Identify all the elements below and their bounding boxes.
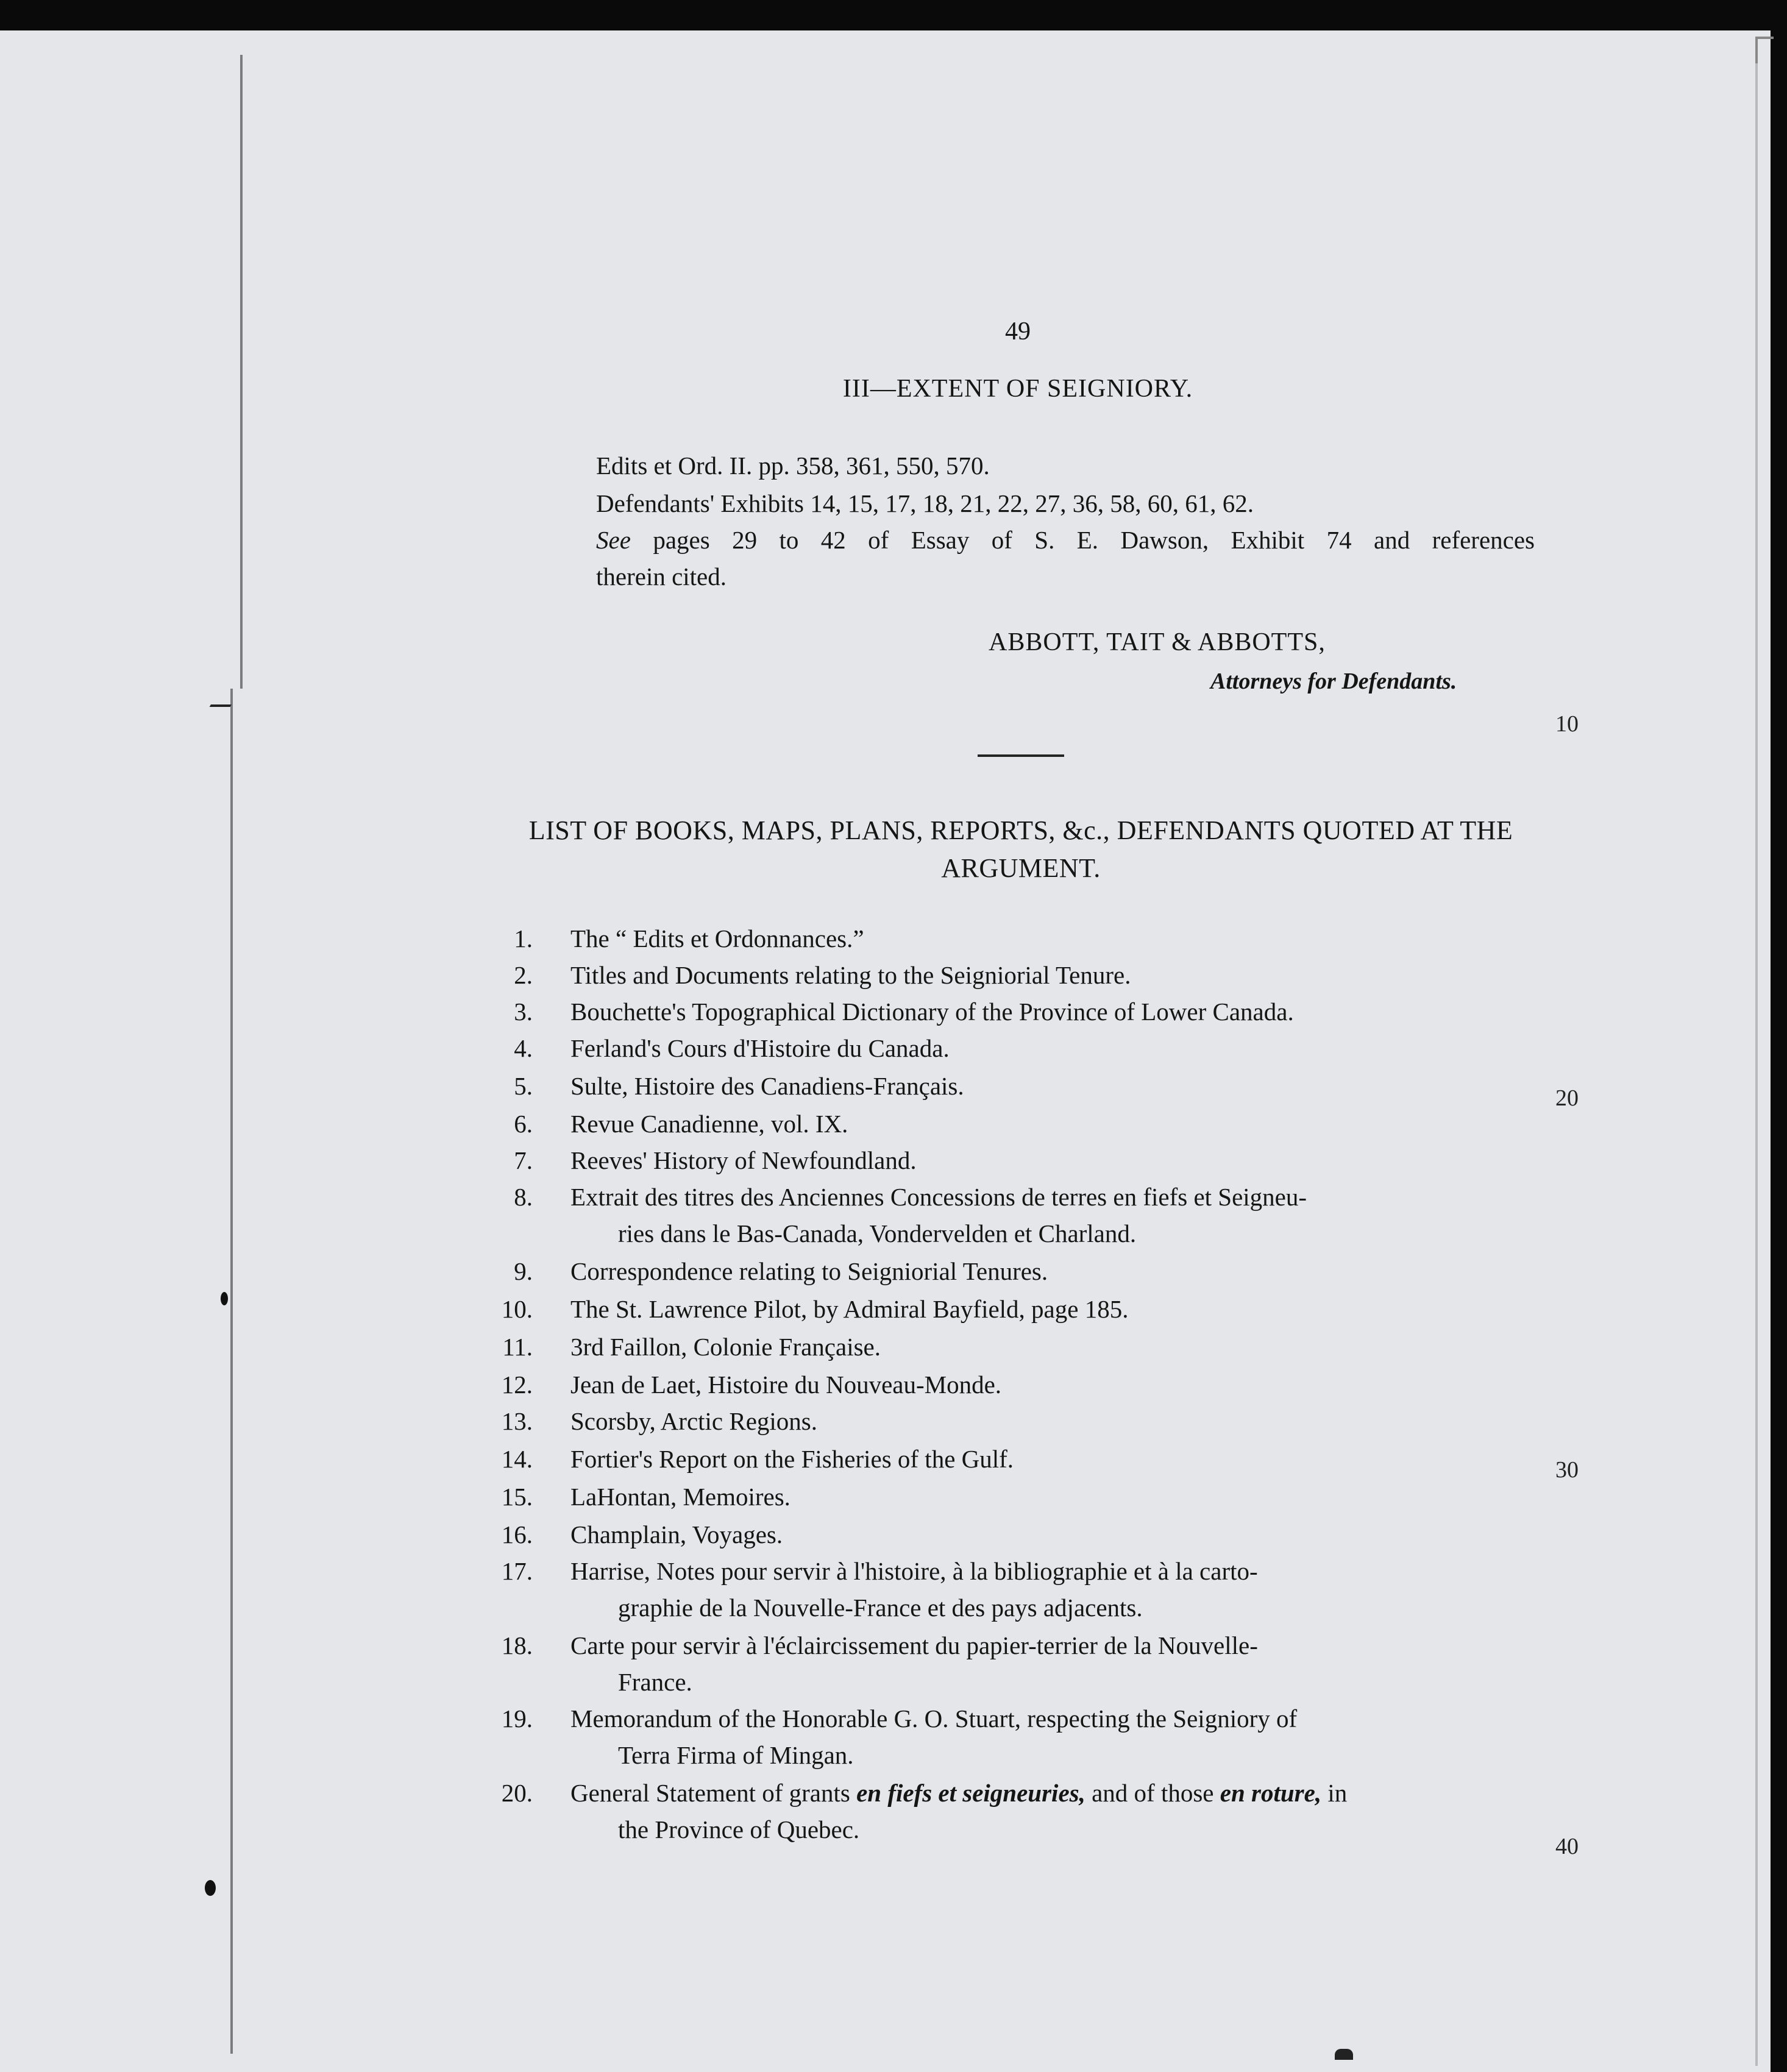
book-number: 2. <box>514 961 533 989</box>
book-number: 6. <box>514 1110 533 1138</box>
book-title-text: Titles and Documents relating to the Seigniorial Tenure. <box>570 961 1131 989</box>
book-title <box>570 1329 1536 1365</box>
book-number: 3. <box>514 998 533 1026</box>
margin-line-number: 40 <box>1555 1834 1579 1859</box>
book-title-text: Scorsby, Arctic Regions. <box>570 1407 818 1435</box>
book-title <box>570 1516 1536 1553</box>
book-number: 14. <box>501 1445 533 1473</box>
book-title-text: LaHontan, Memoires. <box>570 1483 790 1511</box>
binding-hole-mark <box>221 1292 228 1305</box>
book-title-text: Champlain, Voyages. <box>570 1520 783 1549</box>
book-title-text: Bouchette's Topographical Dictionary of the Province of Lower Canada. <box>570 998 1294 1026</box>
reference-line-text: pages 29 to 42 of Essay of S. E. Dawson, Exhibit 74 and references <box>653 526 1535 554</box>
book-title-text: Fortier's Report on the Fisheries of the Gulf. <box>570 1445 1014 1473</box>
book-number: 5. <box>514 1072 533 1100</box>
book-number: 1. <box>514 924 533 953</box>
book-title-text: Carte pour servir à l'éclaircissement du papier-terrier de la Nouvelle- <box>570 1631 1258 1659</box>
book-title-text: Jean de Laet, Histoire du Nouveau-Monde. <box>570 1371 1002 1399</box>
page-right-edge <box>1755 37 1758 2066</box>
book-title <box>570 993 1536 1030</box>
book-title <box>570 920 1536 957</box>
book-number: 18. <box>501 1631 533 1659</box>
book-title <box>570 1441 1536 1477</box>
book-title <box>570 1775 1536 1848</box>
binding-gutter-line <box>240 55 243 689</box>
book-number: 13. <box>501 1407 533 1435</box>
book-number: 12. <box>501 1371 533 1399</box>
reference-line: Defendants' Exhibits 14, 15, 17, 18, 21, 22, 27, 36, 58, 60, 61, 62. <box>596 489 1254 517</box>
section-divider <box>978 754 1064 757</box>
corner-mark <box>1755 37 1774 63</box>
book-number: 19. <box>501 1705 533 1733</box>
reference-line: therein cited. <box>596 562 727 591</box>
reference-line: Edits et Ord. II. pp. 358, 361, 550, 570. <box>596 452 990 480</box>
signature-firm: ABBOTT, TAIT & ABBOTTS, <box>989 628 1326 656</box>
book-title <box>570 957 1536 993</box>
book-title-text: 3rd Faillon, Colonie Française. <box>570 1333 881 1361</box>
book-title <box>570 1627 1536 1700</box>
book-number: 15. <box>501 1483 533 1511</box>
book-title <box>570 1478 1536 1515</box>
book-title-continuation: the Province of Quebec. <box>618 1815 860 1843</box>
binding-hole-mark <box>205 1880 216 1896</box>
book-title <box>570 1253 1536 1290</box>
book-title <box>570 1068 1536 1104</box>
book-number: 17. <box>501 1557 533 1585</box>
book-number: 8. <box>514 1183 533 1211</box>
book-title-text: The “ Edits et Ordonnances.” <box>570 924 864 953</box>
book-title <box>570 1291 1536 1327</box>
book-title-text: Sulte, Histoire des Canadiens-Français. <box>570 1072 964 1100</box>
binding-gutter-line <box>230 689 233 2054</box>
page-number: 49 <box>1005 318 1031 346</box>
margin-line-number: 20 <box>1555 1085 1579 1111</box>
book-title-continuation: Terra Firma of Mingan. <box>618 1741 854 1769</box>
book-number: 20. <box>501 1779 533 1807</box>
book-title-continuation: France. <box>618 1668 692 1696</box>
book-title-text: General Statement of grants <box>570 1779 850 1807</box>
book-title-italic: en fiefs et seigneuries, <box>856 1779 1085 1807</box>
book-title <box>570 1700 1536 1773</box>
book-title <box>570 1179 1536 1252</box>
book-title-text: Extrait des titres des Anciennes Concessions de terres en fiefs et Seigneu- <box>570 1183 1307 1211</box>
book-title <box>570 1030 1536 1066</box>
book-title <box>570 1553 1536 1626</box>
book-title-text: Memorandum of the Honorable G. O. Stuart, respecting the Seigniory of <box>570 1705 1298 1733</box>
book-title-text: The St. Lawrence Pilot, by Admiral Bayfield, page 185. <box>570 1295 1129 1323</box>
scan-artifact <box>1335 2049 1353 2060</box>
book-title-text: Revue Canadienne, vol. IX. <box>570 1110 848 1138</box>
book-title-text: in <box>1327 1779 1348 1807</box>
reference-line <box>596 525 1535 555</box>
book-number: 7. <box>514 1146 533 1174</box>
margin-line-number: 10 <box>1555 711 1579 737</box>
book-title-continuation: graphie de la Nouvelle-France et des pays adjacents. <box>618 1594 1143 1622</box>
book-title-text: and of those <box>1092 1779 1214 1807</box>
book-title-text: Harrise, Notes pour servir à l'histoire, à la bibliographie et à la carto- <box>570 1557 1258 1585</box>
book-number: 9. <box>514 1257 533 1285</box>
book-title-text: Correspondence relating to Seigniorial Tenures. <box>570 1257 1048 1285</box>
book-title-continuation: ries dans le Bas-Canada, Vondervelden et Charland. <box>618 1219 1137 1247</box>
book-number: 16. <box>501 1520 533 1549</box>
book-title-text: Reeves' History of Newfoundland. <box>570 1146 917 1174</box>
section-heading: III—EXTENT OF SEIGNIORY. <box>842 375 1193 403</box>
list-heading: LIST OF BOOKS, MAPS, PLANS, REPORTS, &c., DEFENDANTS QUOTED AT THE ARGUMENT. <box>528 815 1513 883</box>
book-title <box>570 1142 1536 1179</box>
book-title-text: Ferland's Cours d'Histoire du Canada. <box>570 1034 950 1062</box>
book-title-italic: en roture, <box>1220 1779 1322 1807</box>
book-number: 4. <box>514 1034 533 1062</box>
book-title <box>570 1403 1536 1439</box>
book-number: 11. <box>502 1333 533 1361</box>
book-number: 10. <box>501 1295 533 1323</box>
signature-role: Attorneys for Defendants. <box>1210 669 1457 694</box>
margin-line-number: 30 <box>1555 1457 1579 1483</box>
book-title <box>570 1366 1536 1403</box>
book-title <box>570 1105 1536 1142</box>
reference-see: See <box>596 526 631 554</box>
